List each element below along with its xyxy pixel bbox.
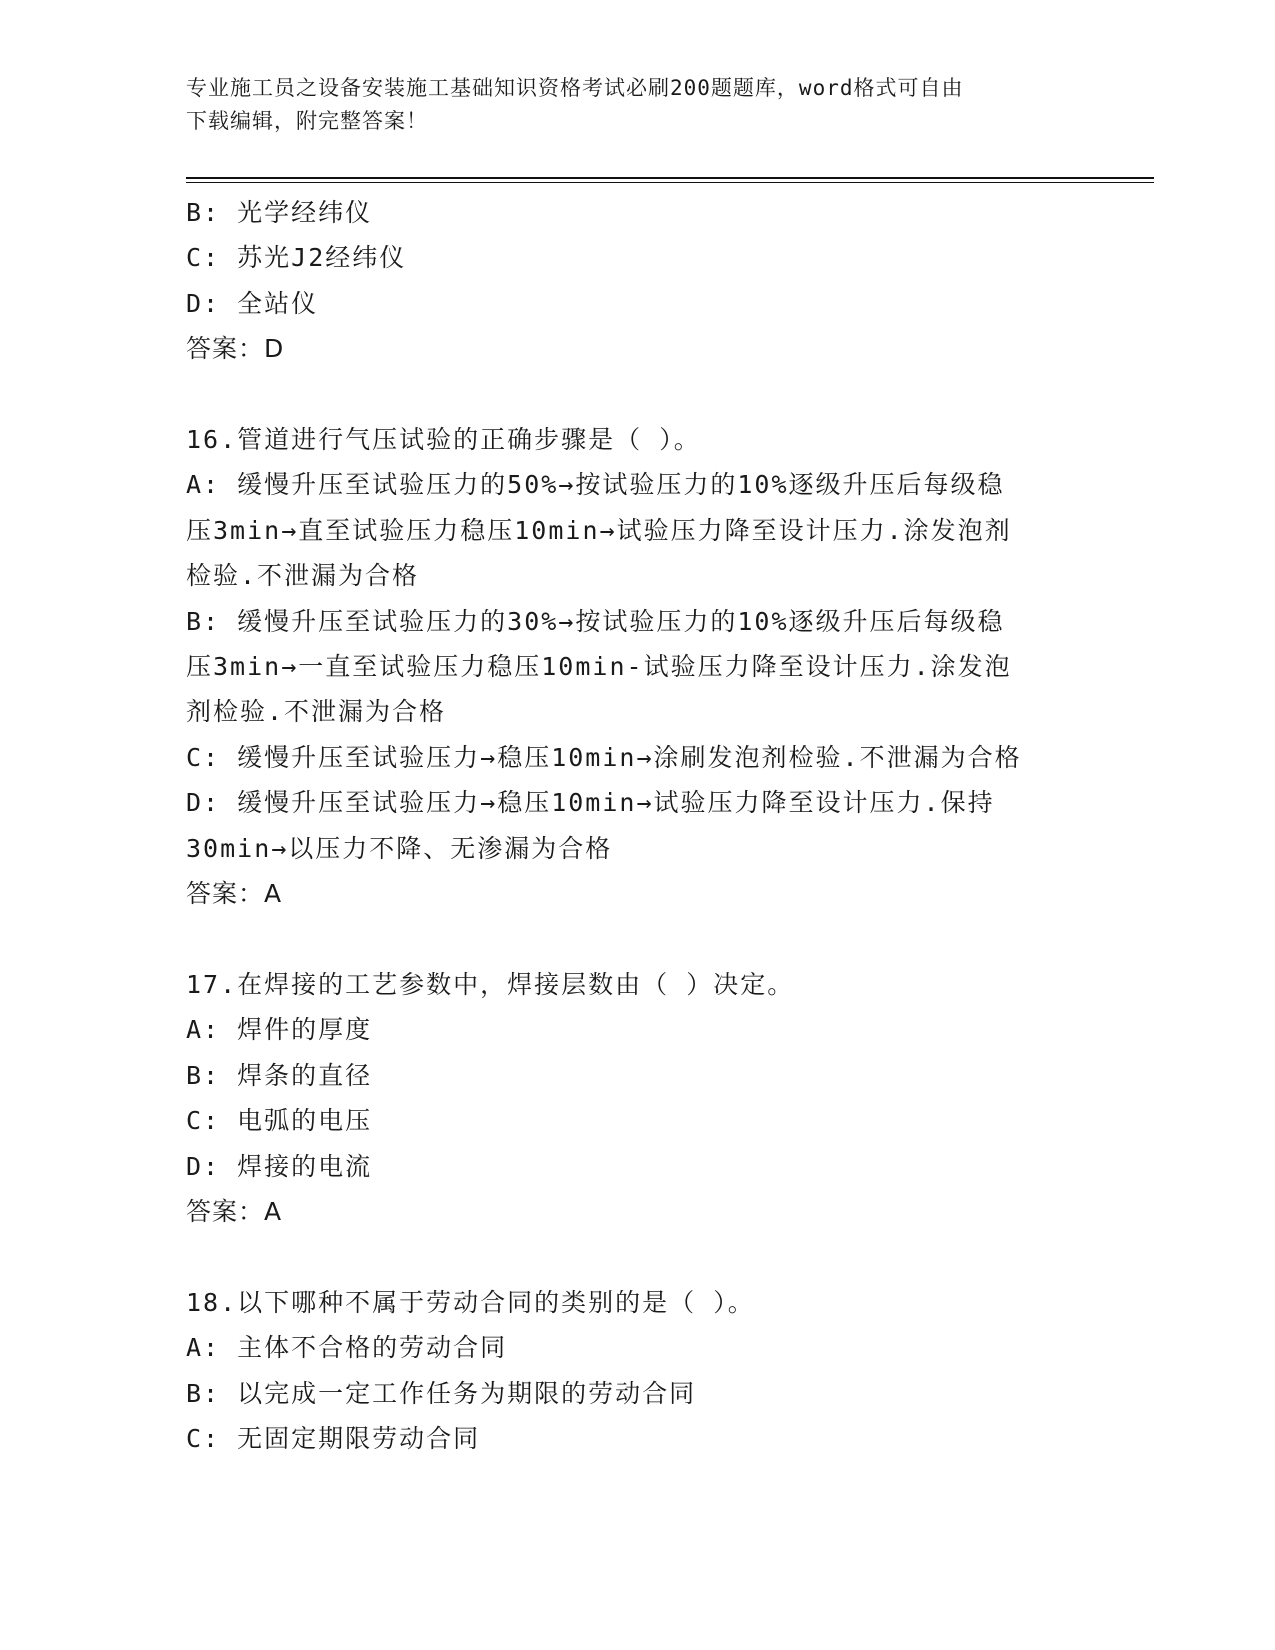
header-line-1: 专业施工员之设备安装施工基础知识资格考试必刷200题题库，word格式可自由 xyxy=(186,76,964,100)
q16-option-d-line-1: D: 缓慢升压至试验压力→稳压10min→试验压力降至设计压力.保持 xyxy=(186,788,995,818)
q15-option-d: D: 全站仪 xyxy=(186,288,319,318)
q16-answer: 答案：A xyxy=(186,879,283,909)
q16-option-b-line-1: B: 缓慢升压至试验压力的30%→按试验压力的10%逐级升压后每级稳 xyxy=(186,606,1005,636)
header-divider-thick xyxy=(186,177,1154,179)
q18-option-b: B: 以完成一定工作任务为期限的劳动合同 xyxy=(186,1378,697,1408)
q17-answer: 答案：A xyxy=(186,1196,283,1226)
question-18-block xyxy=(186,1280,1086,1462)
question-17-block xyxy=(186,962,1086,1234)
q18-stem: 18.以下哪种不属于劳动合同的类别的是（ ）。 xyxy=(186,1287,755,1317)
q15-answer: 答案：D xyxy=(186,334,285,364)
q16-option-a-line-2: 压3min→直至试验压力稳压10min→试验压力降至设计压力.涂发泡剂 xyxy=(186,515,1012,545)
q17-stem: 17.在焊接的工艺参数中，焊接层数由（ ）决定。 xyxy=(186,969,795,999)
q16-option-b-line-3: 剂检验.不泄漏为合格 xyxy=(186,697,447,727)
spacer xyxy=(186,916,1086,961)
q16-option-c: C: 缓慢升压至试验压力→稳压10min→涂刷发泡剂检验.不泄漏为合格 xyxy=(186,742,1022,772)
q15-option-c: C: 苏光J2经纬仪 xyxy=(186,243,407,273)
q16-option-a-line-3: 检验.不泄漏为合格 xyxy=(186,561,420,591)
question-15-block xyxy=(186,190,1086,372)
q17-option-d: D: 焊接的电流 xyxy=(186,1151,373,1181)
page-header xyxy=(186,72,1066,138)
q16-stem: 16.管道进行气压试验的正确步骤是（ ）。 xyxy=(186,425,701,455)
question-list xyxy=(186,190,1086,1461)
q16-option-a-line-1: A: 缓慢升压至试验压力的50%→按试验压力的10%逐级升压后每级稳 xyxy=(186,470,1005,500)
header-divider-thin xyxy=(186,182,1154,183)
spacer xyxy=(186,1234,1086,1279)
q18-option-c: C: 无固定期限劳动合同 xyxy=(186,1423,481,1453)
question-16-block xyxy=(186,417,1086,916)
header-line-2: 下载编辑，附完整答案！ xyxy=(186,109,428,133)
q17-option-b: B: 焊条的直径 xyxy=(186,1060,373,1090)
q16-option-d-line-2: 30min→以压力不降、无渗漏为合格 xyxy=(186,833,613,863)
q18-option-a: A: 主体不合格的劳动合同 xyxy=(186,1333,508,1363)
q17-option-a: A: 焊件的厚度 xyxy=(186,1015,373,1045)
spacer xyxy=(186,372,1086,417)
q17-option-c: C: 电弧的电压 xyxy=(186,1106,373,1136)
q15-option-b: B: 光学经纬仪 xyxy=(186,198,373,227)
q16-option-b-line-2: 压3min→一直至试验压力稳压10min-试验压力降至设计压力.涂发泡 xyxy=(186,652,1012,682)
